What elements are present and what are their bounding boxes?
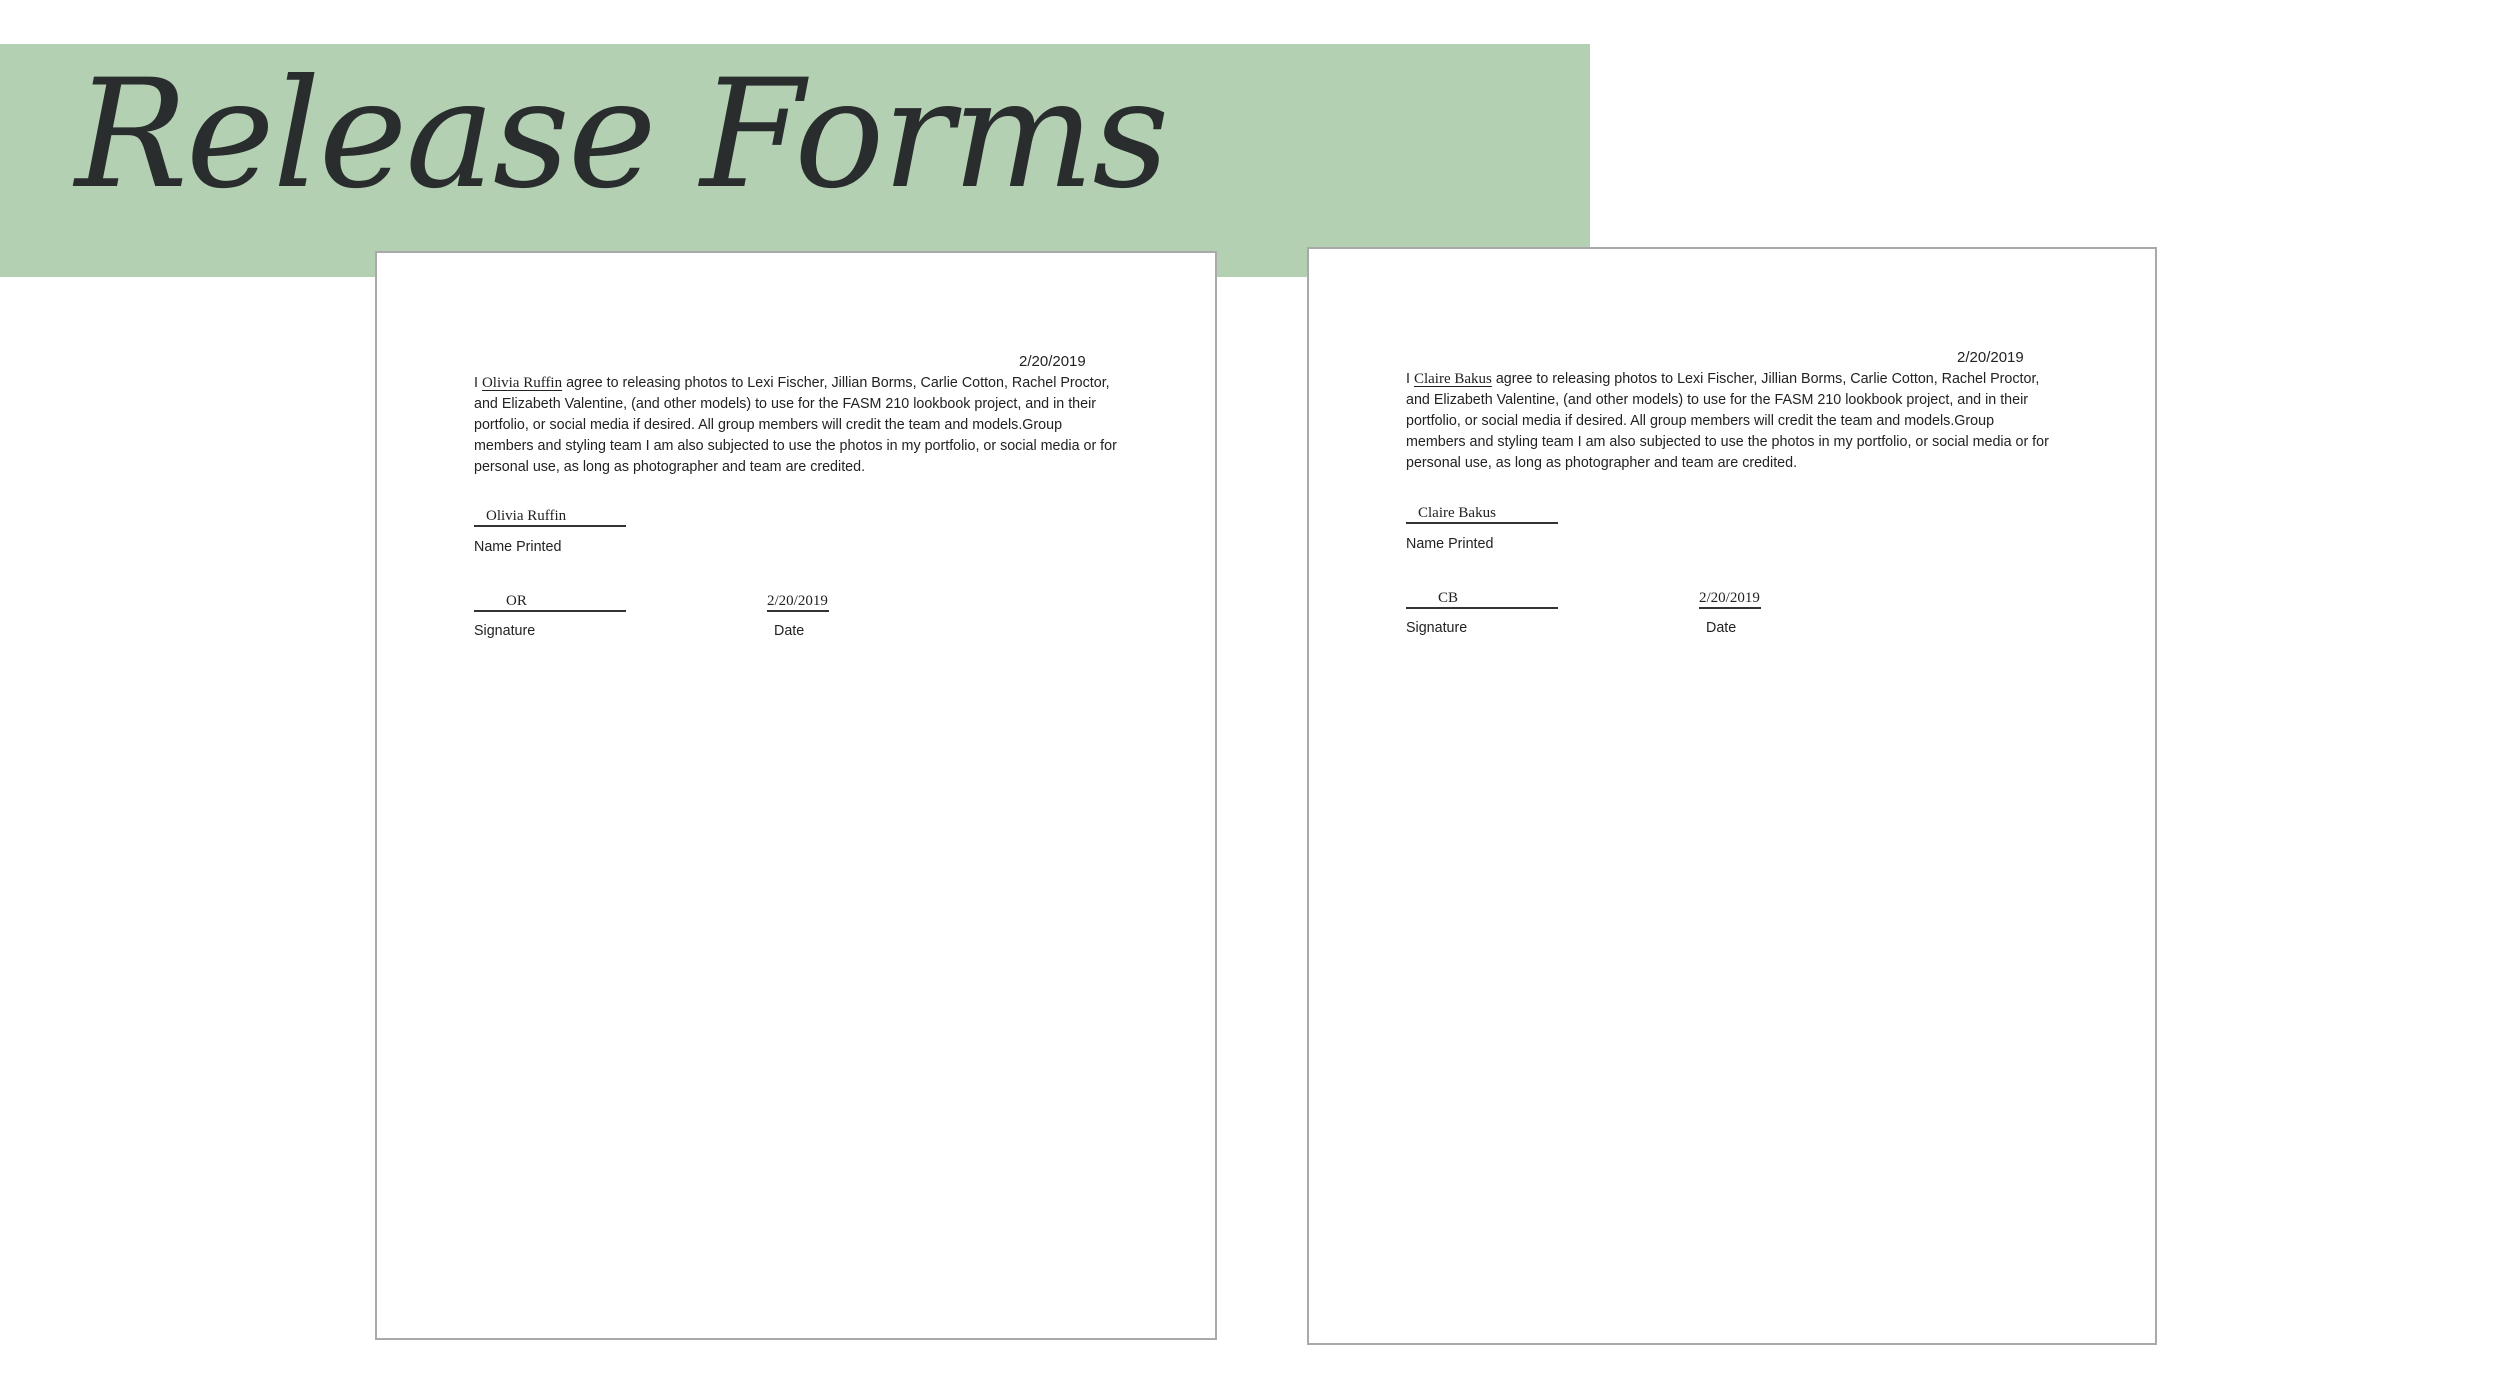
form-body-text: agree to releasing photos to Lexi Fischer, Jillian Borms, Carlie Cotton, Rachel Proctor, and Elizabeth Valentine, (and other models) to use for the FASM 210 lookbook project, and in their portfolio, or social media if desired. All group members will credit the team and models.Group members and styling team I am also subjected to use the photos in my portfolio, or social media or for personal use, as long as photographer and team are credited. (1406, 371, 2049, 471)
release-form-page (375, 251, 1217, 1340)
form-prefix: I (1406, 371, 1410, 387)
release-form-page (1307, 247, 2157, 1345)
form-date-top: 2/20/2019 (1957, 349, 2024, 366)
date-label: Date (1706, 620, 1737, 636)
form-date-top: 2/20/2019 (1019, 353, 1086, 370)
signature-label: Signature (1406, 620, 1468, 636)
signature-field: OR (474, 593, 626, 612)
signature-label: Signature (474, 623, 536, 639)
date-label: Date (774, 623, 805, 639)
inline-name: Olivia Ruffin (481, 375, 563, 391)
form-body (1406, 369, 2056, 474)
date-field: 2/20/2019 (1699, 590, 1761, 609)
form-prefix: I (474, 375, 478, 391)
name-printed-field: Olivia Ruffin (474, 508, 626, 527)
form-body-text: agree to releasing photos to Lexi Fischer, Jillian Borms, Carlie Cotton, Rachel Proctor, and Elizabeth Valentine, (and other models) to use for the FASM 210 lookbook project, and in their portfolio, or social media if desired. All group members will credit the team and models.Group members and styling team I am also subjected to use the photos in my portfolio, or social media or for personal use, as long as photographer and team are credited. (474, 375, 1117, 475)
page-title: Release Forms (75, 48, 1168, 222)
signature-field: CB (1406, 590, 1558, 609)
form-body (474, 373, 1124, 478)
date-field: 2/20/2019 (767, 593, 829, 612)
name-printed-field: Claire Bakus (1406, 505, 1558, 524)
name-printed-label: Name Printed (1406, 536, 1494, 552)
name-printed-label: Name Printed (474, 539, 562, 555)
inline-name: Claire Bakus (1413, 371, 1492, 387)
